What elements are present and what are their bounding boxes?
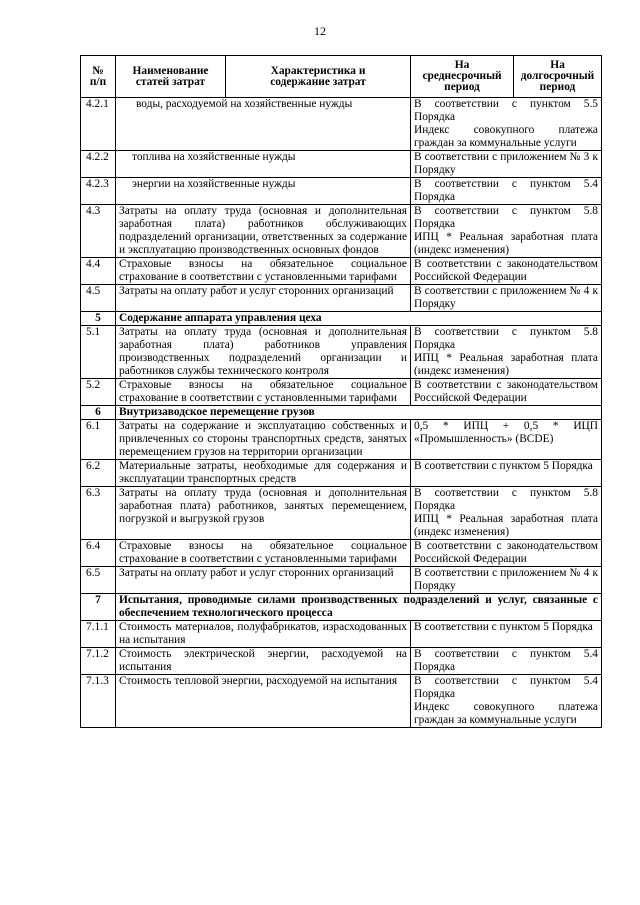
cost-description: энергии на хозяйственные нужды (116, 178, 411, 205)
row-number: 7.1.2 (81, 648, 116, 675)
table-row (81, 675, 602, 728)
table-row (81, 621, 602, 648)
cost-description: Затраты на оплату работ и услуг сторонних организаций (116, 285, 411, 312)
cost-description: Страховые взносы на обязательное социальное страхование в соответствии с установленными тарифами (116, 540, 411, 567)
table-body (81, 98, 602, 728)
cost-description: топлива на хозяйственные нужды (116, 151, 411, 178)
calculation-method: В соответствии с пунктом 5.5 Порядка Индекс совокупного платежа граждан за коммунальные услуги (411, 98, 602, 151)
section-title: Испытания, проводимые силами производственных подразделений и услуг, связанные с обеспечением технологического процесса (116, 594, 602, 621)
section-title: Содержание аппарата управления цеха (116, 312, 602, 326)
table-row (81, 420, 602, 460)
section-title: Внутризаводское перемещение грузов (116, 406, 602, 420)
section-row (81, 594, 602, 621)
table-header-row (81, 56, 602, 98)
section-row (81, 312, 602, 326)
header-mid-term: На среднесрочный период (411, 56, 514, 98)
calculation-method: В соответствии с пунктом 5 Порядка (411, 621, 602, 648)
calculation-method: В соответствии с приложением № 4 к Порядку (411, 567, 602, 594)
table-row (81, 567, 602, 594)
table-row (81, 285, 602, 312)
calculation-method: В соответствии с пунктом 5.4 Порядка Индекс совокупного платежа граждан за коммунальные услуги (411, 675, 602, 728)
row-number: 4.2.3 (81, 178, 116, 205)
row-number: 6.1 (81, 420, 116, 460)
row-number: 7.1.1 (81, 621, 116, 648)
row-number: 6.3 (81, 487, 116, 540)
cost-description: Стоимость электрической энергии, расходуемой на испытания (116, 648, 411, 675)
row-number: 4.2.1 (81, 98, 116, 151)
table-row (81, 648, 602, 675)
table-row (81, 151, 602, 178)
header-long-term: На долгосрочный период (514, 56, 602, 98)
calculation-method: В соответствии с пунктом 5.8 Порядка ИПЦ * Реальная заработная плата (индекс изменения) (411, 487, 602, 540)
cost-description: воды, расходуемой на хозяйственные нужды (116, 98, 411, 151)
cost-description: Затраты на оплату труда (основная и дополнительная заработная плата) работников управления производственных подразделений организации и работников службы технического контроля (116, 326, 411, 379)
calculation-method: В соответствии с законодательством Российской Федерации (411, 258, 602, 285)
row-number: 4.4 (81, 258, 116, 285)
calculation-method: 0,5 * ИПЦ + 0,5 * ИЦП «Промышленность» (BCDE) (411, 420, 602, 460)
cost-description: Затраты на оплату труда (основная и дополнительная заработная плата) работников, занятых перемещением, погрузкой и выгрузкой грузов (116, 487, 411, 540)
table-row (81, 326, 602, 379)
row-number: 6.4 (81, 540, 116, 567)
table-row (81, 487, 602, 540)
header-desc: Характеристика и содержание затрат (226, 56, 411, 98)
calculation-method: В соответствии с пунктом 5.8 Порядка ИПЦ * Реальная заработная плата (индекс изменения) (411, 326, 602, 379)
cost-description: Стоимость тепловой энергии, расходуемой на испытания (116, 675, 411, 728)
row-number: 7 (81, 594, 116, 621)
row-number: 7.1.3 (81, 675, 116, 728)
row-number: 4.3 (81, 205, 116, 258)
row-number: 5.1 (81, 326, 116, 379)
header-name: Наименование статей затрат (116, 56, 226, 98)
cost-description: Материальные затраты, необходимые для содержания и эксплуатации транспортных средств (116, 460, 411, 487)
cost-table (80, 55, 602, 728)
table-row (81, 379, 602, 406)
row-number: 6 (81, 406, 116, 420)
table-row (81, 178, 602, 205)
cost-description: Затраты на содержание и эксплуатацию собственных и привлеченных со стороны транспортных средств, занятых перемещением грузов на территории организации (116, 420, 411, 460)
row-number: 6.5 (81, 567, 116, 594)
section-row (81, 406, 602, 420)
calculation-method: В соответствии с пунктом 5 Порядка (411, 460, 602, 487)
calculation-method: В соответствии с пунктом 5.8 Порядка ИПЦ * Реальная заработная плата (индекс изменения) (411, 205, 602, 258)
table-row (81, 98, 602, 151)
header-num: № п/п (81, 56, 116, 98)
calculation-method: В соответствии с пунктом 5.4 Порядка (411, 648, 602, 675)
row-number: 5 (81, 312, 116, 326)
calculation-method: В соответствии с законодательством Российской Федерации (411, 540, 602, 567)
cost-description: Затраты на оплату труда (основная и дополнительная заработная плата) работников обслуживающих подразделений организации, ответственных за содержание и эксплуатацию производственных основных фондов (116, 205, 411, 258)
cost-description: Страховые взносы на обязательное социальное страхование в соответствии с установленными тарифами (116, 258, 411, 285)
table-row (81, 540, 602, 567)
row-number: 5.2 (81, 379, 116, 406)
table-row (81, 258, 602, 285)
table-row (81, 205, 602, 258)
row-number: 6.2 (81, 460, 116, 487)
calculation-method: В соответствии с пунктом 5.4 Порядка (411, 178, 602, 205)
cost-description: Затраты на оплату работ и услуг сторонних организаций (116, 567, 411, 594)
row-number: 4.5 (81, 285, 116, 312)
calculation-method: В соответствии с законодательством Российской Федерации (411, 379, 602, 406)
cost-description: Страховые взносы на обязательное социальное страхование в соответствии с установленными тарифами (116, 379, 411, 406)
table-row (81, 460, 602, 487)
cost-description: Стоимость материалов, полуфабрикатов, израсходованных на испытания (116, 621, 411, 648)
calculation-method: В соответствии с приложением № 3 к Порядку (411, 151, 602, 178)
calculation-method: В соответствии с приложением № 4 к Порядку (411, 285, 602, 312)
row-number: 4.2.2 (81, 151, 116, 178)
page-number: 12 (314, 24, 326, 38)
